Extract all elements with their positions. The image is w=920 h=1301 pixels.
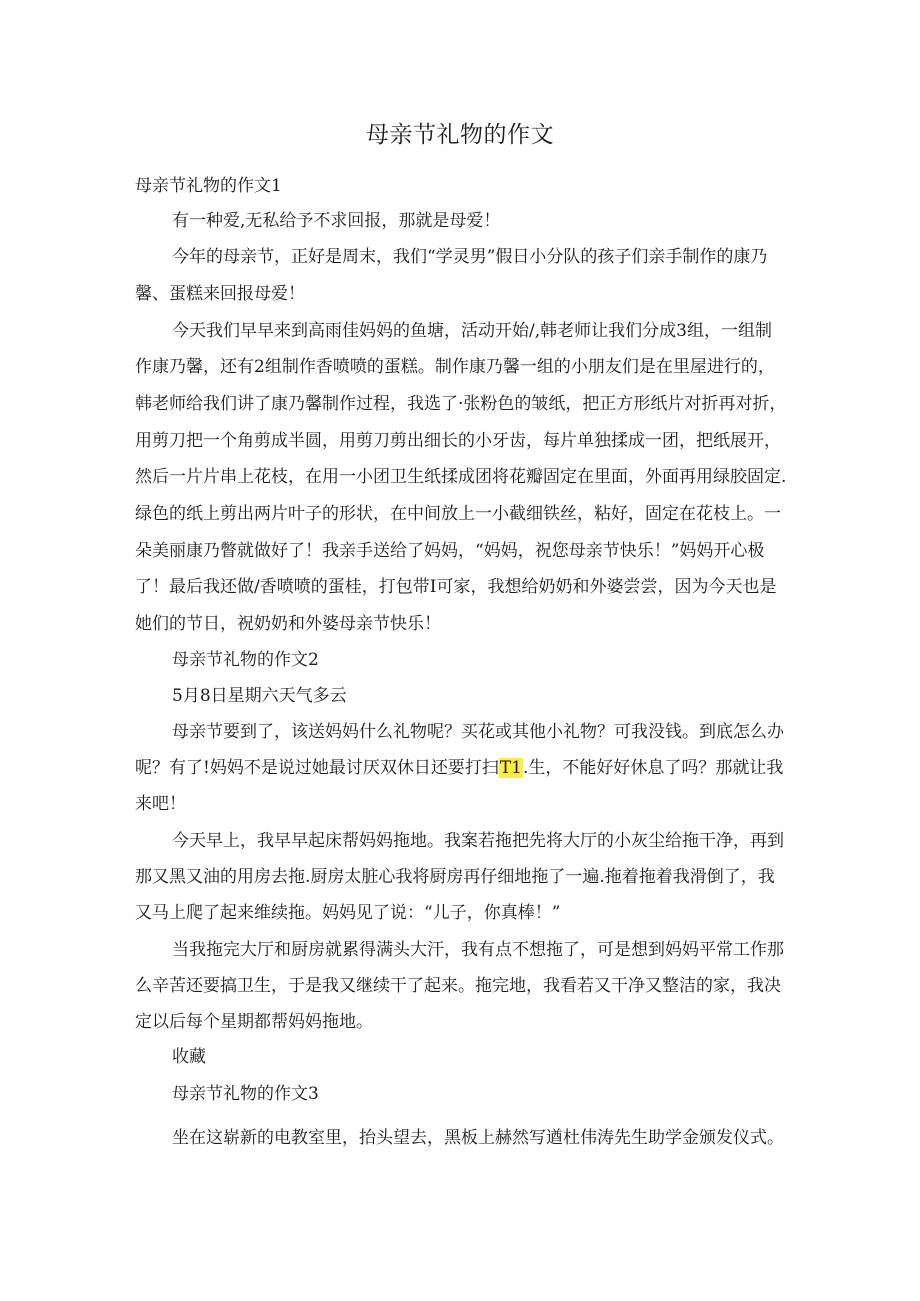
paragraph-line: 韩老师给我们讲了康乃馨制作过程，我选了·张粉色的皱纸，把正方形纸片对折再对折，: [135, 394, 787, 414]
paragraph-line: 然后一片片串上花枝，在用一小团卫生纸揉成团将花瓣固定在里面，外面再用绿胶固定.: [135, 467, 787, 487]
paragraph-line: 母亲节要到了，该送妈妈什么礼物呢？买花或其他小礼物？可我没钱。到底怎么办: [172, 722, 784, 742]
paragraph-line: 用剪刀把一个角剪成半圆，用剪刀剪出细长的小牙齿，每片单独揉成一团，把纸展开，: [135, 431, 781, 451]
paragraph-line: 绿色的纸上剪出两片叶子的形状，在中间放上一小截细铁丝，粘好，固定在花枝上。一: [135, 504, 781, 524]
paragraph-line: 定以后每个星期都帮妈妈拖地。: [135, 1012, 373, 1032]
text-run: .生，不能好好休息了吗？那就让我: [523, 758, 784, 778]
paragraph-line: 作康乃馨，还有2组制作香喷喷的蛋糕。制作康乃馨一组的小朋友们是在里屋进行的，: [135, 357, 775, 377]
section-heading-3: 母亲节礼物的作文3: [172, 1084, 319, 1104]
paragraph-line: [135, 758, 783, 778]
paragraph-line: 来吧！: [135, 794, 186, 814]
paragraph-line: 她们的节日，祝奶奶和外婆母亲节快乐！: [135, 614, 441, 634]
paragraph-line: 又马上爬了起来维续拖。妈妈见了说：“儿子，你真棒！”: [135, 903, 561, 923]
paragraph-line: 今天早上，我早早起床帮妈妈拖地。我案若拖把先将大厅的小灰尘给拖干净，再到: [172, 831, 784, 851]
paragraph-line: 有一种爱,无私给予不求回报，那就是母爱！: [172, 211, 501, 231]
paragraph-line: 今天我们早早来到高雨佳妈妈的鱼塘，活动开始/,韩老师让我们分成3组，一组制: [172, 321, 772, 341]
highlighted-text: T1: [499, 758, 522, 778]
paragraph-line: 坐在这崭新的电教室里，抬头望去，黑板上赫然写遒杜伟涛先生助学金颁发仪式。: [172, 1128, 784, 1148]
text-run: 呢？有了!妈妈不是说过她最讨厌双休日还要打扫: [135, 758, 499, 778]
paragraph-line: 朵美丽康乃瞥就做好了！我亲手送给了妈妈，“妈妈，祝您母亲节快乐！”妈妈开心极: [135, 541, 765, 561]
paragraph-line: 那又黑又油的用房去拖.厨房太脏心我将厨房再仔细地拖了一遍.拖着拖着我滑倒了，我: [135, 867, 775, 887]
paragraph-line: 当我拖完大厅和厨房就累得满头大汗，我有点不想拖了，可是想到妈妈平常工作那: [172, 940, 784, 960]
section-heading-1: 母亲节礼物的作文1: [135, 176, 282, 196]
paragraph-line: 么辛苦还要搞卫生，于是我又继续干了起来。拖完地，我看若又干净又整洁的家，我决: [135, 976, 781, 996]
collect-label: 收藏: [172, 1047, 206, 1067]
paragraph-line: 馨、蛋糕来回报母爱！: [135, 284, 305, 304]
page-title: 母亲节礼物的作文: [366, 122, 554, 148]
diary-date: 5月8日星期六天气多云: [172, 686, 347, 706]
paragraph-line: 了！最后我还做/香喷喷的蛋桂，打包带I可家，我想给奶奶和外婆尝尝，因为今天也是: [135, 577, 777, 597]
section-heading-2: 母亲节礼物的作文2: [172, 650, 319, 670]
paragraph-line: 今年的母亲节，正好是周末，我们“学灵男”假日小分队的孩子们亲手制作的康乃: [172, 247, 768, 267]
